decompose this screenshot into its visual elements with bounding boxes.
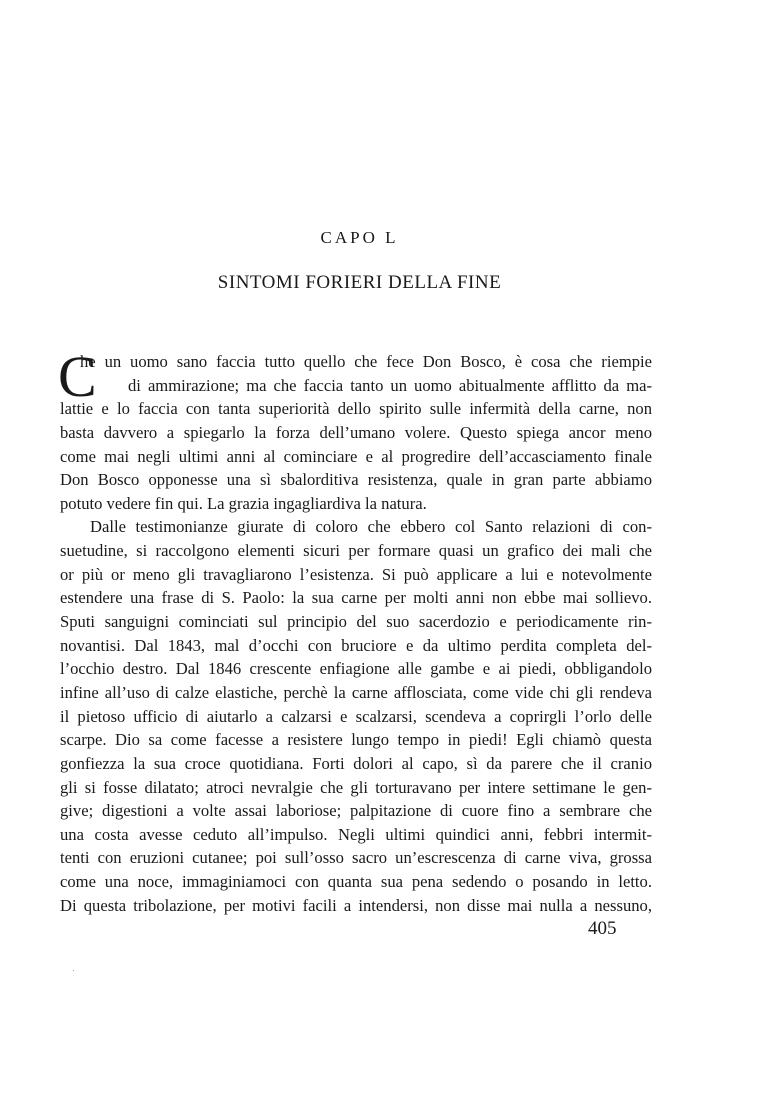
text-line: estendere una frase di S. Paolo: la sua carne per molti anni non ebbe mai sollievo. [60,588,652,608]
text-line: l’occhio destro. Dal 1846 crescente enfiagione alle gambe e ai piedi, obbligandolo [60,659,652,679]
text-line: come mai negli ultimi anni al cominciare e al progredire dell’accasciamento finale [60,446,652,466]
text-line: Dalle testimonianze giurate di coloro che ebbero col Santo relazioni di con- [90,517,652,537]
text-line: il pietoso ufficio di aiutarlo a calzarsi e scalzarsi, scendeva a coprirgli l’orlo delle [60,706,652,726]
text-line: suetudine, si raccolgono elementi sicuri per formare quasi un grafico dei mali che [60,541,652,561]
text-line: gonfiezza la sua croce quotidiana. Forti dolori al capo, sì da parere che il cranio [60,753,652,773]
chapter-number: CAPO L [320,228,399,247]
text-line: come una noce, immaginiamoci con quanta sua pena sedendo o posando in letto. [60,872,652,892]
drop-cap: C [58,344,97,409]
page-number: 405 [588,918,617,939]
text-line: novantisi. Dal 1843, mal d’occhi con bruciore e da ultimo perdita completa del- [60,635,652,655]
text-line: gli si fosse dilatato; atroci nevralgie che gli torturavano per intere settimane le gen- [60,777,652,797]
text-line: scarpe. Dio sa come facesse a resistere lungo tempo in piedi! Egli chiamò questa [60,730,652,750]
text-line: di ammirazione; ma che faccia tanto un uomo abitualmente afflitto da ma- [128,375,652,395]
text-line: Don Bosco opponesse una sì sbalorditiva resistenza, quale in gran parte abbiamo [60,470,652,490]
scan-speck [73,970,74,971]
text-line: Sputi sanguigni cominciati sul principio del suo sacerdozio e periodicamente rin- [60,612,652,632]
chapter-title: SINTOMI FORIERI DELLA FINE [217,272,502,293]
text-line: he un uomo sano faccia tutto quello che fece Don Bosco, è cosa che riempie [80,352,652,371]
text-line: infine all’uso di calze elastiche, perchè la carne afflosciata, come vide chi gli rendeva [60,682,652,702]
text-line: tenti con eruzioni cutanee; poi sull’osso sacro un’escrescenza di carne viva, grossa [60,848,652,868]
text-line: una costa avesse ceduto all’impulso. Negli ultimi quindici anni, febbri intermit- [60,824,652,844]
text-line: potuto vedere fin qui. La grazia ingagliardiva la natura. [60,493,427,513]
text-line: lattie e lo faccia con tanta superiorità dello spirito sulle infermità della carne, non [60,399,652,419]
text-line: give; digestioni a volte assai laboriose; palpitazione di cuore fino a sembrare che [60,801,652,821]
text-line: Di questa tribolazione, per motivi facili a intendersi, non disse mai nulla a nessuno, [60,895,652,915]
text-line: basta davvero a spiegarlo la forza dell’umano volere. Questo spiega ancor meno [60,422,652,442]
text-line: or più or meno gli travagliarono l’esistenza. Si può applicare a lui e notevolmente [60,564,652,584]
body-text [58,344,652,917]
